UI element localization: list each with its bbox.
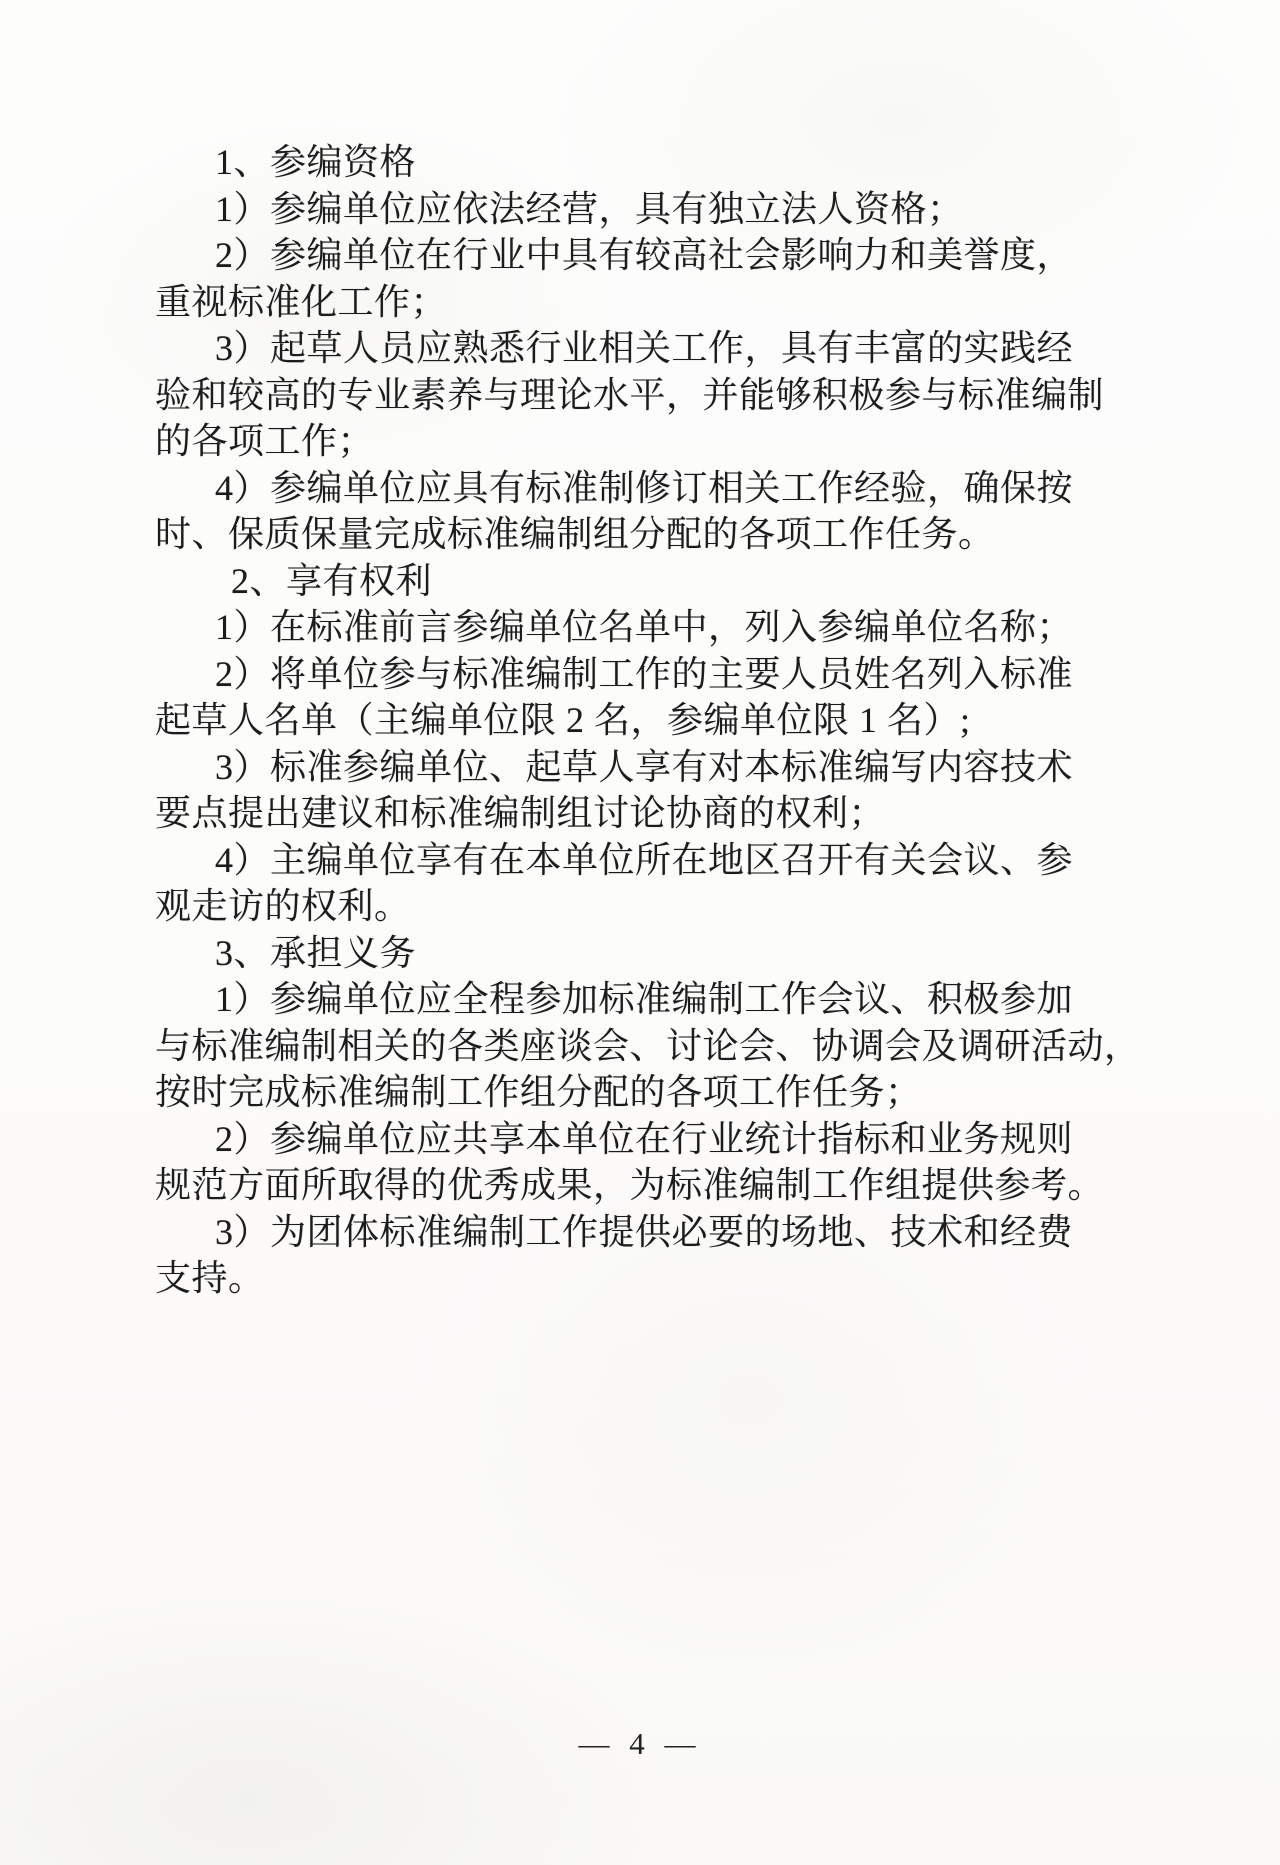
text-line: 验和较高的专业素养与理论水平，并能够积极参与标准编制 <box>155 374 1105 415</box>
text-line: 重视标准化工作； <box>155 281 448 322</box>
text-line: 2、享有权利 <box>231 560 433 601</box>
text-line: 2）将单位参与标准编制工作的主要人员姓名列入标准 <box>215 653 1074 694</box>
document-body <box>155 139 1140 1302</box>
text-line: 时、保质保量完成标准编制组分配的各项工作任务。 <box>155 514 995 554</box>
text-line: 3）起草人员应熟悉行业相关工作，具有丰富的实践经 <box>215 328 1074 368</box>
text-line: 与标准编制相关的各类座谈会、讨论会、协调会及调研活动， <box>155 1025 1141 1066</box>
text-line: 3）为团体标准编制工作提供必要的场地、技术和经费 <box>215 1211 1074 1252</box>
text-line: 1、参编资格 <box>215 142 417 182</box>
text-line: 4）参编单位应具有标准制修订相关工作经验，确保按 <box>215 467 1074 508</box>
text-line: 观走访的权利。 <box>155 886 411 926</box>
text-line: 2）参编单位在行业中具有较高社会影响力和美誉度， <box>215 235 1074 275</box>
text-line: 4）主编单位享有在本单位所在地区召开有关会议、参 <box>215 839 1074 880</box>
text-line: 要点提出建议和标准编制组讨论协商的权利； <box>155 793 886 833</box>
text-line: 3）标准参编单位、起草人享有对本标准编写内容技术 <box>215 746 1074 787</box>
text-line: 支持。 <box>155 1258 265 1298</box>
text-line: 1）参编单位应全程参加标准编制工作会议、积极参加 <box>215 979 1074 1019</box>
text-line: 按时完成标准编制工作组分配的各项工作任务； <box>155 1072 922 1112</box>
text-line: 2）参编单位应共享本单位在行业统计指标和业务规则 <box>215 1118 1074 1159</box>
text-line: 1）参编单位应依法经营，具有独立法人资格； <box>215 188 964 229</box>
page-number: — 4 — <box>578 1726 702 1761</box>
text-line: 的各项工作； <box>155 421 375 461</box>
text-line: 1）在标准前言参编单位名单中，列入参编单位名称； <box>215 607 1074 647</box>
text-line: 规范方面所取得的优秀成果，为标准编制工作组提供参考。 <box>155 1165 1105 1205</box>
text-line: 3、承担义务 <box>215 932 417 973</box>
text-line: 起草人名单（主编单位限 2 名，参编单位限 1 名）; <box>155 700 971 740</box>
page-footer <box>0 1726 1280 1762</box>
